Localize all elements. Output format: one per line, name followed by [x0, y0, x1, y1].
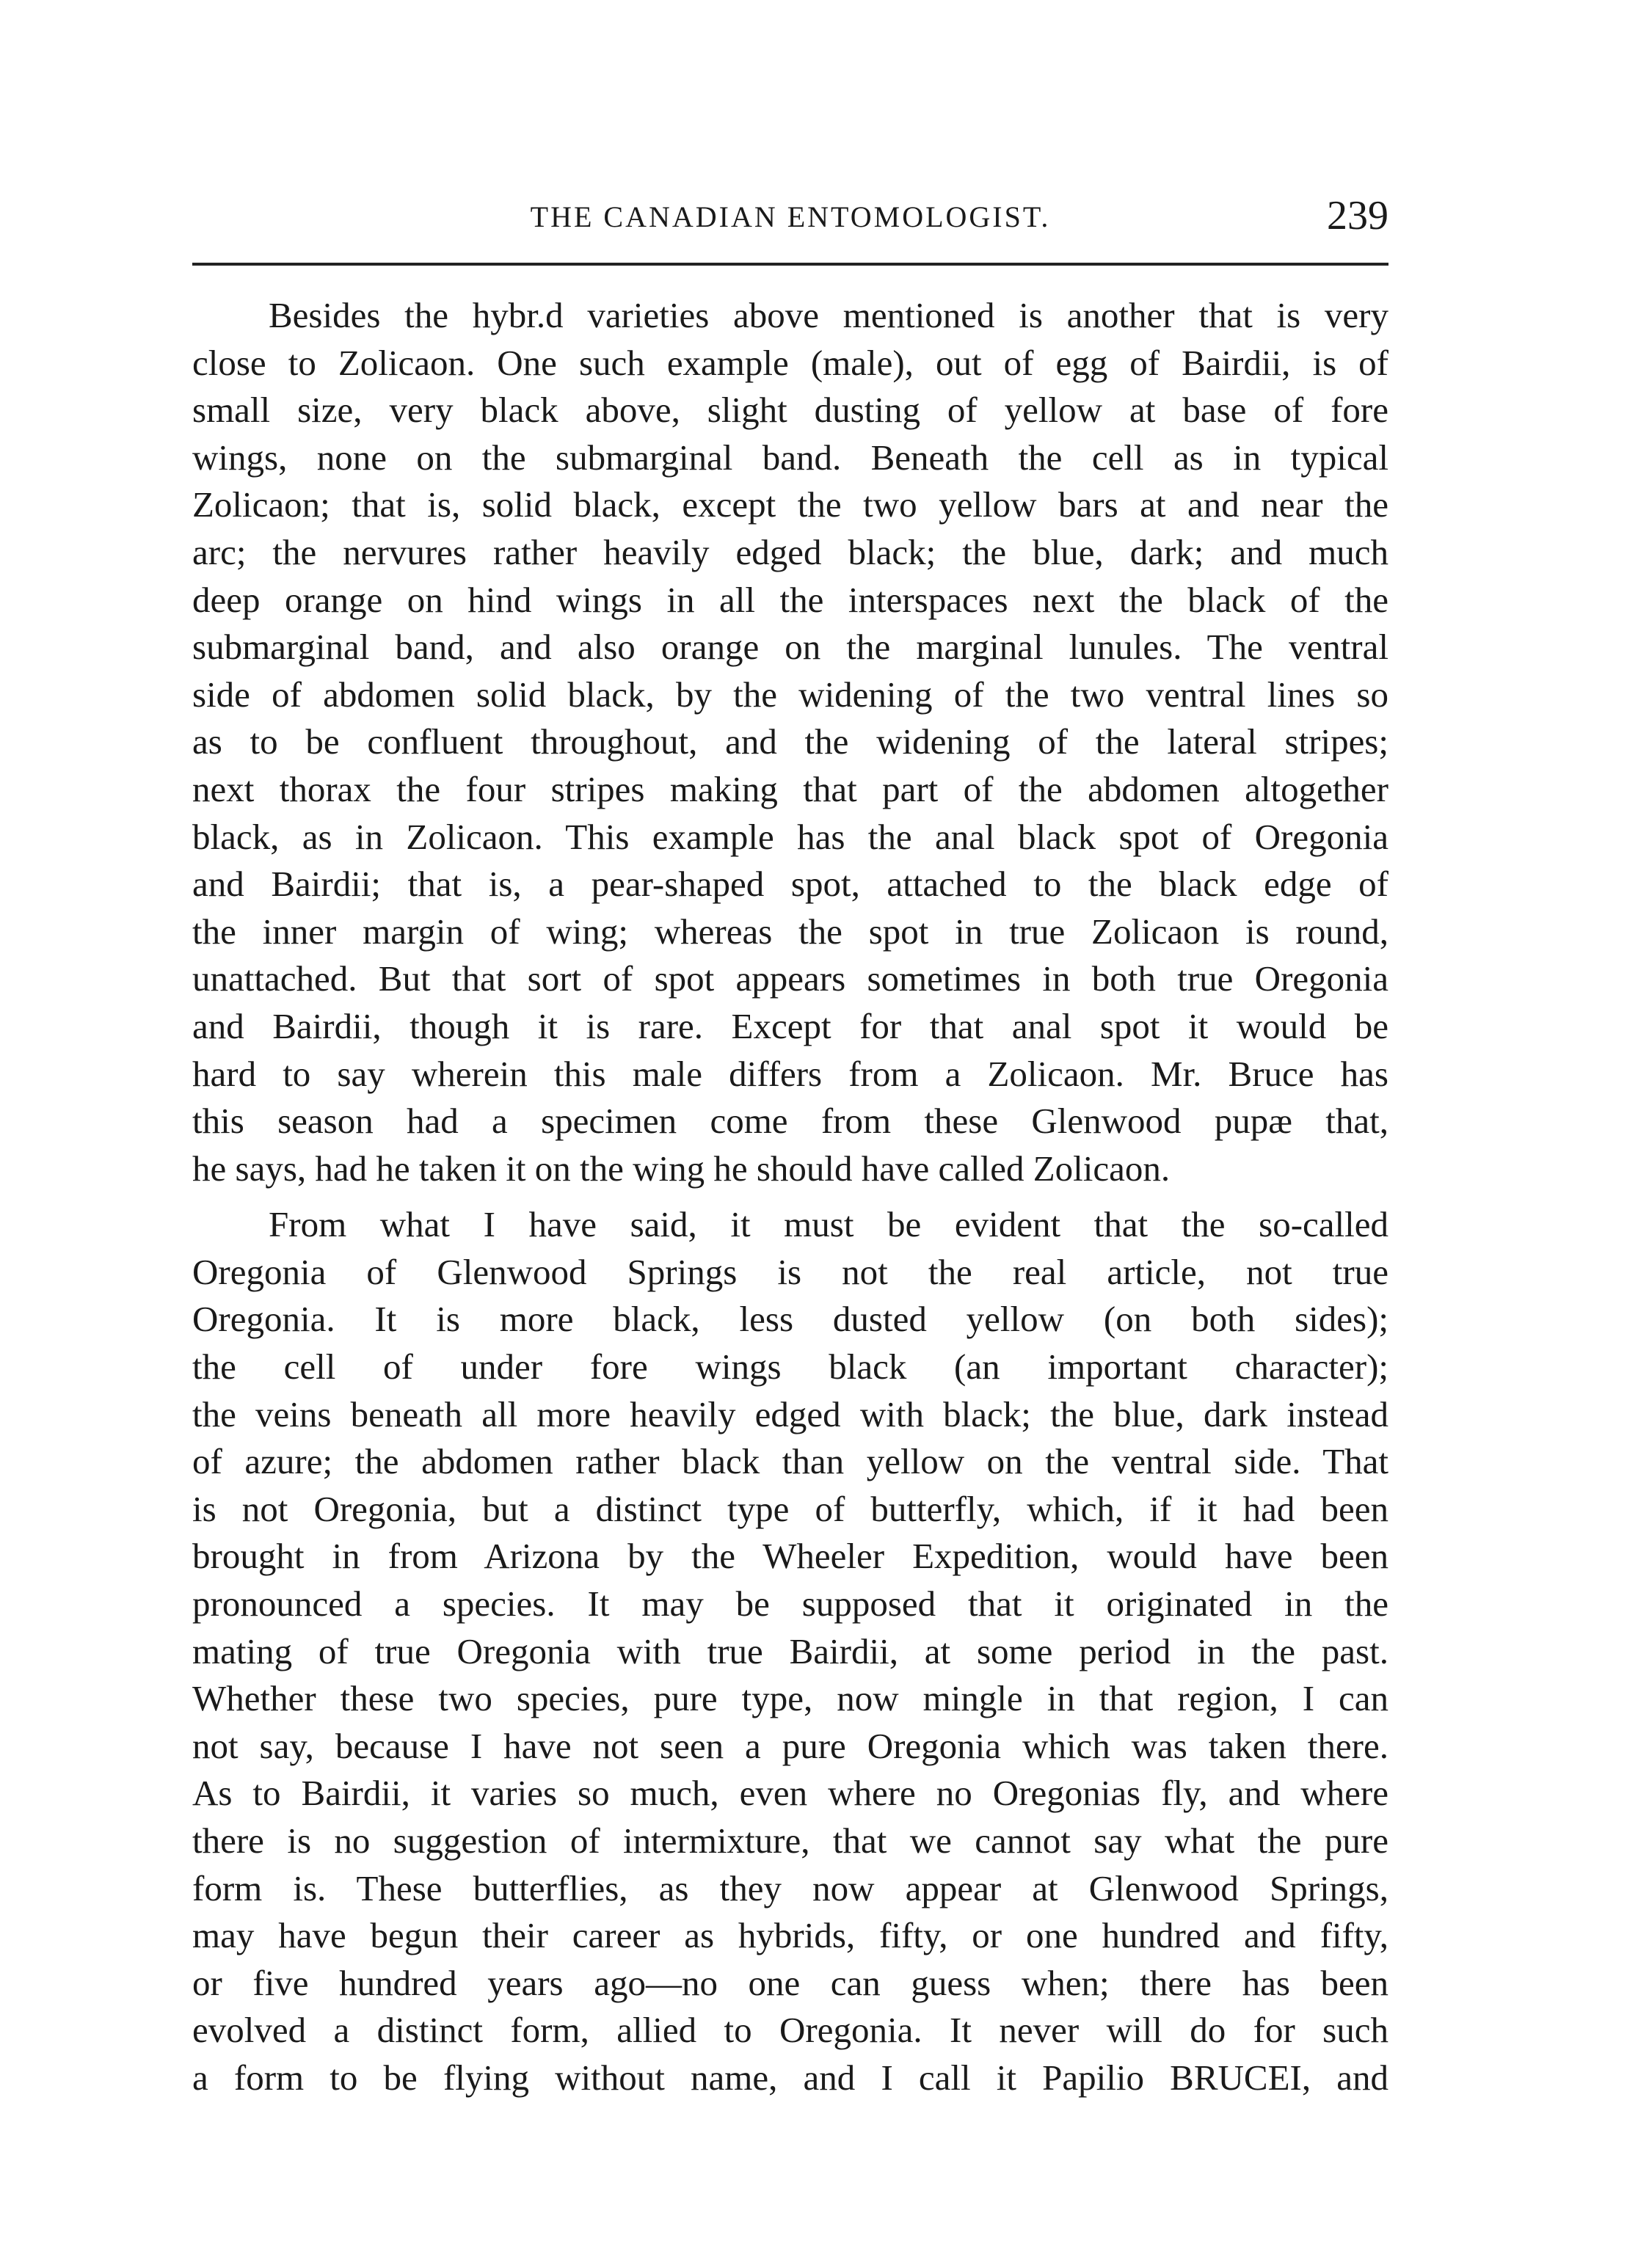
page-header [192, 192, 1388, 251]
text-line: there is no suggestion of intermixture, that we cannot say what the pure [192, 1820, 1388, 1861]
text-line: pronounced a species. It may be supposed that it originated in the [192, 1583, 1388, 1625]
text-line: As to Bairdii, it varies so much, even where no Oregonias fly, and where [192, 1773, 1388, 1814]
text-line: black, as in Zolicaon. This example has the anal black spot of Oregonia [192, 816, 1388, 857]
text-line: not say, because I have not seen a pure Oregonia which was taken there. [192, 1725, 1388, 1766]
text-line: Zolicaon; that is, solid black, except the two yellow bars at and near the [192, 484, 1388, 525]
text-line: the veins beneath all more heavily edged with black; the blue, dark instead [192, 1393, 1388, 1434]
paragraph-1 [192, 292, 1388, 1192]
text-line: small size, very black above, slight dusting of yellow at base of fore [192, 390, 1388, 431]
text-line: is not Oregonia, but a distinct type of butterfly, which, if it had been [192, 1488, 1388, 1529]
text-line: Oregonia. It is more black, less dusted yellow (on both sides); [192, 1299, 1388, 1340]
text-line: the cell of under fore wings black (an important character); [192, 1346, 1388, 1388]
text-line: form is. These butterflies, as they now appear at Glenwood Springs, [192, 1867, 1388, 1908]
header-rule [192, 263, 1388, 266]
running-title: THE CANADIAN ENTOMOLOGIST. [530, 200, 1051, 233]
text-line: as to be confluent throughout, and the widening of the lateral stripes; [192, 721, 1388, 762]
text-line: Whether these two species, pure type, now mingle in that region, I can [192, 1678, 1388, 1719]
text-line: mating of true Oregonia with true Bairdii, at some period in the past. [192, 1630, 1388, 1671]
text-line: wings, none on the submarginal band. Beneath the cell as in typical [192, 437, 1388, 478]
text-line: a form to be flying without name, and I call it Papilio BRUCEI, and [192, 2057, 1388, 2098]
text-line: next thorax the four stripes making that part of the abdomen altogether [192, 768, 1388, 809]
text-line: or five hundred years ago—no one can guess when; there has been [192, 1962, 1388, 2003]
text-line: evolved a distinct form, allied to Oregonia. It never will do for such [192, 2010, 1388, 2051]
text-line: Oregonia of Glenwood Springs is not the real article, not true [192, 1251, 1388, 1292]
text-line: hard to say wherein this male differs from a Zolicaon. Mr. Bruce has [192, 1053, 1388, 1094]
paragraph-2 [192, 1201, 1388, 2101]
text-line: From what I have said, it must be evident that the so-called [269, 1204, 1388, 1245]
text-line: close to Zolicaon. One such example (male), out of egg of Bairdii, is of [192, 342, 1388, 383]
page-number: 239 [1327, 193, 1388, 238]
body-text [192, 292, 1388, 2102]
text-line: and Bairdii; that is, a pear-shaped spot, attached to the black edge of [192, 864, 1388, 905]
text-line: submarginal band, and also orange on the marginal lunules. The ventral [192, 627, 1388, 668]
text-line: arc; the nervures rather heavily edged black; the blue, dark; and much [192, 531, 1388, 572]
text-line: the inner margin of wing; whereas the spot in true Zolicaon is round, [192, 911, 1388, 952]
text-line: brought in from Arizona by the Wheeler Expedition, would have been [192, 1536, 1388, 1577]
text-line: deep orange on hind wings in all the interspaces next the black of the [192, 579, 1388, 620]
text-line: unattached. But that sort of spot appears sometimes in both true Oregonia [192, 958, 1388, 999]
text-line: Besides the hybr.d varieties above mentioned is another that is very [269, 295, 1388, 335]
text-line: this season had a specimen come from these Glenwood pupæ that, [192, 1101, 1388, 1142]
text-line: and Bairdii, though it is rare. Except for that anal spot it would be [192, 1005, 1388, 1046]
text-line: he says, had he taken it on the wing he should have called Zolicaon. [192, 1148, 1171, 1189]
text-line: of azure; the abdomen rather black than yellow on the ventral side. That [192, 1441, 1388, 1482]
text-line: side of abdomen solid black, by the widening of the two ventral lines so [192, 674, 1388, 715]
text-line: may have begun their career as hybrids, fifty, or one hundred and fifty, [192, 1915, 1388, 1956]
